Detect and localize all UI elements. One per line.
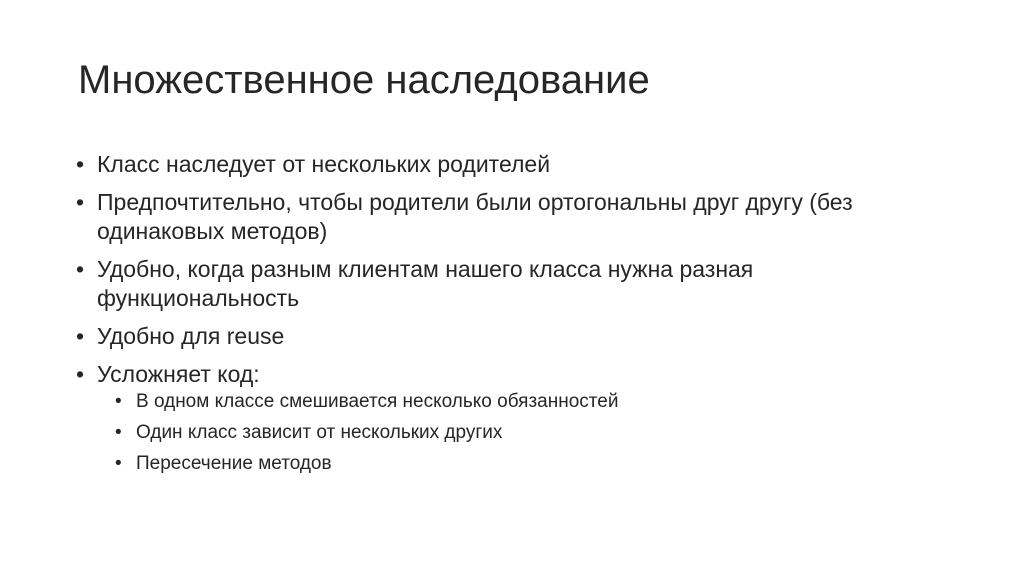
list-item-text: Предпочтительно, чтобы родители были ортогональны друг другу (без одинаковых методов) [97,189,853,244]
sub-list-item-text: В одном классе смешивается несколько обязанностей [136,391,619,412]
sub-list-item-text: Один класс зависит от нескольких других [136,422,503,443]
sub-list-item [115,390,956,414]
bullet-icon: • [76,361,85,387]
sub-bullet-list [97,390,956,476]
sub-list-item [115,421,956,445]
bullet-icon: • [76,189,85,215]
bullet-icon: • [115,453,122,474]
list-item [76,322,956,351]
bullet-icon: • [115,391,122,412]
list-item [76,360,956,476]
list-item [76,188,956,246]
bullet-icon: • [76,151,85,177]
slide-title: Множественное наследование [78,58,650,102]
bullet-icon: • [115,422,122,443]
bullet-icon: • [76,323,85,349]
sub-list-item-text: Пересечение методов [136,453,332,474]
list-item-text: Удобно, когда разным клиентам нашего класса нужна разная функциональность [97,256,754,311]
bullet-list [76,150,956,485]
list-item-text: Удобно для reuse [97,323,285,349]
bullet-icon: • [76,256,85,282]
sub-list-item [115,452,956,476]
list-item-text: Усложняет код: [97,361,260,387]
list-item-text: Класс наследует от нескольких родителей [97,151,551,177]
list-item [76,150,956,179]
list-item [76,255,956,313]
